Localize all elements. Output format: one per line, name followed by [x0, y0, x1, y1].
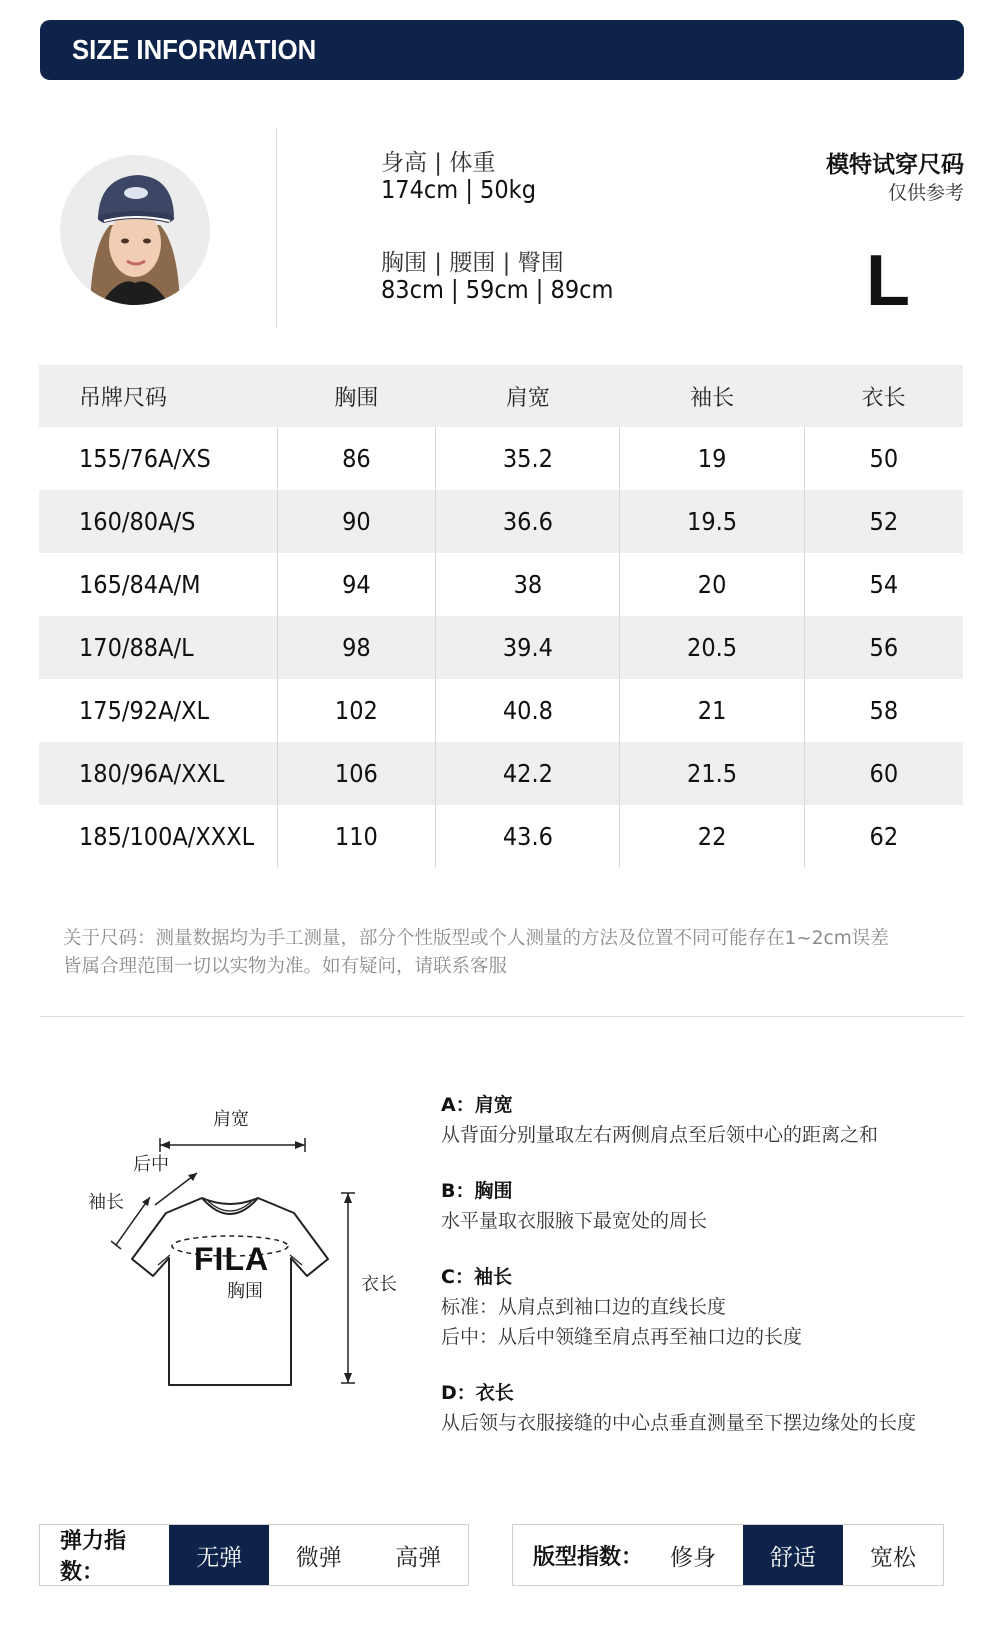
definition-text: 标准：从肩点到袖口边的直线长度: [441, 1296, 727, 1318]
height-weight-label: 身高 | 体重: [381, 150, 496, 176]
cell-size: 165/84A/M: [79, 570, 201, 599]
elasticity-option-none: 无弹: [169, 1525, 269, 1585]
cell-length: 62: [804, 805, 963, 868]
cell-shoulder: 43.6: [436, 805, 620, 868]
table-row: [39, 742, 963, 805]
size-table-header: [39, 365, 963, 427]
diagram-label-sleeve: 袖长: [88, 1192, 124, 1213]
model-portrait-icon: [60, 155, 210, 305]
definition-chest: [441, 1176, 981, 1236]
vertical-divider: [276, 128, 277, 328]
definition-title: C：袖长: [441, 1266, 512, 1288]
table-row: [39, 679, 963, 742]
diagram-label-back-center: 后中: [133, 1154, 169, 1175]
cell-chest: 94: [277, 553, 436, 616]
cell-shoulder: 42.2: [436, 742, 620, 805]
body-measurements-label: 胸围 | 腰围 | 臀围: [381, 250, 564, 276]
cell-size: 175/92A/XL: [79, 696, 210, 725]
fit-index-label: 版型指数：: [533, 1544, 644, 1570]
cell-length: 56: [804, 616, 963, 679]
cell-sleeve: 22: [620, 805, 804, 868]
model-avatar: [60, 155, 210, 305]
definition-text: 后中：从后中领缝至肩点再至袖口边的长度: [441, 1326, 803, 1348]
size-note: [63, 925, 963, 981]
header-length: 衣长: [804, 365, 963, 427]
elasticity-index: [39, 1524, 469, 1586]
cell-sleeve: 21.5: [620, 742, 804, 805]
cell-length: 54: [804, 553, 963, 616]
table-row: [39, 616, 963, 679]
definition-text: 从后领与衣服接缝的中心点垂直测量至下摆边缘处的长度: [441, 1412, 917, 1434]
fit-option-comfort: 舒适: [743, 1525, 843, 1585]
cell-sleeve: 20: [620, 553, 804, 616]
fit-option-slim: 修身: [670, 1544, 716, 1571]
definition-text: 从背面分别量取左右两侧肩点至后领中心的距离之和: [441, 1124, 879, 1146]
model-fit-size: L: [866, 241, 910, 321]
definition-title: D：衣长: [441, 1382, 514, 1404]
cell-chest: 90: [277, 490, 436, 553]
cell-chest: 110: [277, 805, 436, 868]
definition-sleeve: [441, 1262, 981, 1352]
definition-shoulder: [441, 1090, 981, 1150]
elasticity-option-slight: 微弹: [295, 1544, 342, 1571]
table-row: [39, 805, 963, 868]
size-table: [39, 365, 963, 868]
cell-length: 50: [804, 427, 963, 490]
section-divider: [40, 1016, 964, 1017]
cell-size: 155/76A/XS: [79, 444, 211, 473]
height-weight-value: 174cm | 50kg: [381, 175, 536, 204]
model-fit-title: 模特试穿尺码: [826, 152, 964, 178]
size-note-line: 关于尺码：测量数据均为手工测量，部分个性版型或个人测量的方法及位置不同可能存在1~2cm误差: [63, 928, 889, 949]
diagram-label-length: 衣长: [361, 1274, 397, 1295]
diagram-label-shoulder: 肩宽: [213, 1109, 249, 1130]
cell-size: 170/88A/L: [39, 616, 277, 679]
table-row: [39, 553, 963, 616]
cell-chest: 86: [277, 427, 436, 490]
page-title: SIZE INFORMATION: [72, 34, 317, 65]
cell-size: 185/100A/XXXL: [79, 822, 255, 851]
definition-text: 水平量取衣服腋下最宽处的周长: [441, 1210, 708, 1232]
cell-shoulder: 35.2: [436, 427, 620, 490]
fit-option-loose: 宽松: [870, 1544, 916, 1571]
cell-size: 180/96A/XXL: [39, 742, 277, 805]
size-note-line: 皆属合理范围一切以实物为准。如有疑问，请联系客服: [63, 956, 508, 977]
cell-chest: 98: [277, 616, 436, 679]
header-shoulder: 肩宽: [436, 365, 620, 427]
cell-sleeve: 19: [620, 427, 804, 490]
diagram-logo: FILA: [194, 1241, 270, 1277]
elasticity-label: 弹力指数：: [60, 1529, 127, 1585]
cell-chest: 106: [277, 742, 436, 805]
cell-size: 160/80A/S: [39, 490, 277, 553]
definition-length: [441, 1378, 981, 1438]
table-row: [39, 490, 963, 553]
cell-sleeve: 19.5: [620, 490, 804, 553]
header-chest: 胸围: [277, 365, 436, 427]
fit-index: [512, 1524, 944, 1586]
diagram-label-chest: 胸围: [227, 1281, 263, 1302]
measurement-definitions: [441, 1090, 981, 1464]
cell-shoulder: 39.4: [436, 616, 620, 679]
cell-shoulder: 38: [436, 553, 620, 616]
elasticity-option-high: 高弹: [395, 1544, 442, 1571]
model-fit-subtitle: 仅供参考: [887, 182, 964, 204]
cell-shoulder: 36.6: [436, 490, 620, 553]
cell-length: 52: [804, 490, 963, 553]
cell-shoulder: 40.8: [436, 679, 620, 742]
cell-sleeve: 21: [620, 679, 804, 742]
cell-chest: 102: [277, 679, 436, 742]
table-row: [39, 427, 963, 490]
header-sleeve: 袖长: [620, 365, 804, 427]
cell-length: 60: [804, 742, 963, 805]
body-measurements-value: 83cm | 59cm | 89cm: [381, 275, 614, 304]
definition-title: A：肩宽: [441, 1094, 513, 1116]
definition-title: B：胸围: [441, 1180, 513, 1202]
header-tag-size: 吊牌尺码: [39, 365, 277, 427]
cell-length: 58: [804, 679, 963, 742]
header-banner: [40, 20, 964, 80]
measurement-diagram: [80, 1105, 420, 1425]
cell-sleeve: 20.5: [620, 616, 804, 679]
